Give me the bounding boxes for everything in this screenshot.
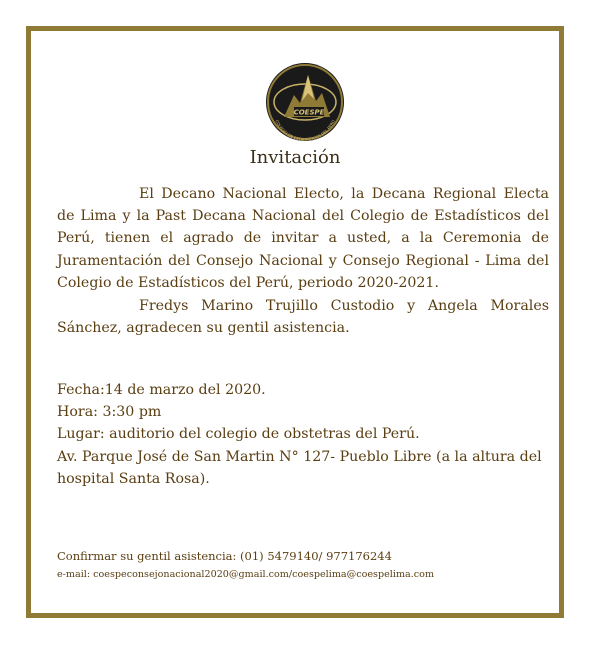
invitation-title: Invitación (249, 147, 341, 168)
contact-email: e-mail: coespeconsejonacional2020@gmail.com/coespelima@coespelima.com (57, 569, 435, 580)
logo-brand-text: COESPE (293, 108, 325, 117)
invitation-paragraph-1: El Decano Nacional Electo, la Decana Regional Electa de Lima y la Past Decana Nacional del Colegio de Estadísticos del Perú, tienen el agrado de invitar a usted, a la Ceremonia de Juramentación del Consejo Nacional y Consejo Regional - Lima del Colegio de Estadísticos del Perú, periodo 2020-2021. (57, 186, 549, 291)
logo-ring-text: COLEGIO DE ESTADISTICOS DEL PERU (274, 119, 336, 143)
invitation-paragraph-2: Fredys Marino Trujillo Custodio y Angela Morales Sánchez, agradecen su gentil asistencia. (57, 298, 549, 337)
event-time: Hora: 3:30 pm (57, 404, 162, 421)
event-place: Lugar: auditorio del colegio de obstetras del Perú. (57, 426, 420, 443)
confirm-attendance: Confirmar su gentil asistencia: (01) 5479140/ 977176244 (57, 549, 392, 563)
event-details (57, 379, 549, 490)
event-address: Av. Parque José de San Martin N° 127- Pueblo Libre (a la altura del hospital Santa Rosa). (57, 448, 542, 487)
invitation-card (26, 26, 564, 618)
coespe-logo-icon (264, 61, 346, 143)
event-date: Fecha:14 de marzo del 2020. (57, 382, 266, 398)
